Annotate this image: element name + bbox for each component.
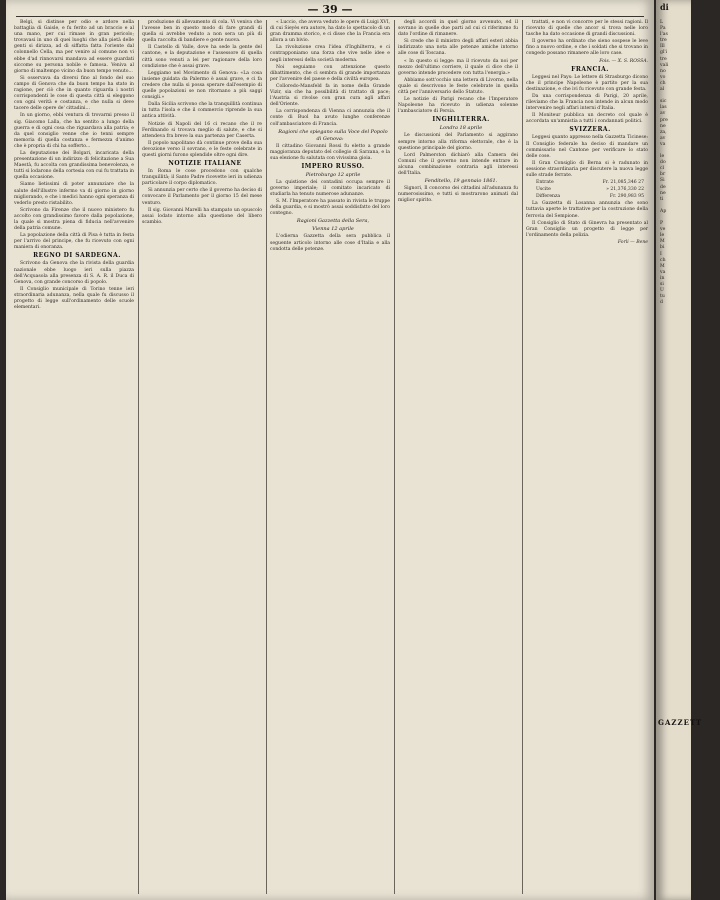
paragraph: Leggesi quanto appresso nella Gazzetta Ticinese: Il Consiglio federale ha deciso di mandare un commissario nel Cantone per verificare lo stato delle cose. (526, 135, 648, 159)
paragraph: Belgi, si distinse per odio e ardore nella battaglia di Gaisle, e fu ferito ad un braccio e al una mano, per cui rimase in gran pericolo; trovavasi in uno di quei luoghi che alla pietà delle genti si dirizza, ad di siffatta fatta l'oriente dal colonnello Cella, ma per venire al comune non vi ebbe d'ad rinnovarsi mandava ad essere guardati siccome su persona nobile e famosa. Veniva al giorno di maltempo vicino da buon tempo venuto... (14, 20, 134, 74)
paragraph: S. M. l'Imperatore ha passato in rivista le truppe della guardia, e si mostrò assai soddisfatto del loro contegno. (270, 199, 390, 217)
figure-label: Uscite (536, 187, 551, 193)
paragraph: La Gazzetta di Losanna annunzia che sono tuttavia aperte le trattative per la costruzione della ferrovia del Sempione. (526, 201, 648, 219)
paragraph: Colloredo-Mansfeld fa in nome della Grande Vizir, sia che ha possibilità di trattato di pace; l'Austria si rivolse con gran cura agli affari dell'Oriente. (270, 83, 390, 108)
paragraph: La popolazione della città di Pisa è tutta in festa per l'arrivo del principe, che fu ricevuto con ogni maniera di onoranza. (14, 233, 134, 251)
paragraph: Siamo lietissimi di poter annunziare che la salute dell'illustre infermo va di giorno in giorno migliorando, e che i medici hanno ogni speranza di vederlo presto ristabilito. (14, 182, 134, 206)
paragraph: L'odierna Gazzetta della sera pubblica il seguente articolo intorno alle cose d'Italia e alla condotta delle potenze. (270, 234, 390, 252)
paragraph: Le discussioni del Parlamento si aggirano sempre intorno alla riforma elettorale, che è la questione principale del giorno. (398, 133, 518, 151)
newspaper-page (6, 0, 654, 900)
section-heading: NOTIZIE ITALIANE (168, 160, 242, 168)
column-divider (522, 20, 523, 894)
paragraph: In un giorno, ebbi ventura di trovarmi presso il sig. Giacomo Lalla, che ha sentito a lungo della guerra e di ogni cosa che riguardava alla patria; e da quel consiglio venne che io tenni sempre memoria di quella costanza e fermezza d'animo che è propria di chi ha sofferto... (14, 113, 134, 149)
paragraph: Il cittadino Giovanni Rossi fu eletto a grande maggioranza deputato del collegio di Sarzana, e la sua elezione fu salutata con vivissima gioia. (270, 143, 390, 161)
column-4 (398, 20, 518, 896)
paragraph: La quistione dei contadini occupa sempre il governo imperiale; il comitato incaricato di studiarla ha tenuto numerose adunanze. (270, 179, 390, 198)
figure-value: Fr. 290,983 95 (609, 194, 644, 200)
paragraph: Lord Palmerston dichiarò alla Camera dei Comuni che il governo non intende entrare in alcuna combinazione contraria agli interessi dell'Italia. (398, 152, 518, 176)
column-3 (270, 20, 390, 896)
section-heading: IMPERO RUSSO. (301, 162, 365, 170)
adjacent-page-text: L Pa l'as tre Ill gl'i tre vali no vo ch al sic las av pre ne za, av va le do cl br Si de ne ti Ap P ve le M bi I ch M va in si U tu d (660, 20, 669, 306)
figure-row (526, 194, 648, 200)
section-heading: INGHILTERRA. (432, 116, 490, 124)
paragraph: « Luccio, che aveva veduto le opere di Luigi XVI, di cui Sieyès era autore, ha dato lo spettacolo di un gran dramma storico, e ci disse che la Francia era allora a un bivio. (270, 20, 390, 44)
paragraph: degli accordi in quel giorno avvenuto, ed il sovrano in quelle due parti ad cui ci riferimmo fu dato l'ordine di rimanere. (398, 20, 518, 38)
paragraph: Scrivono da Firenze che il nuovo ministero fu accolto con grandissimo favore dalla popolazione, la quale si mostra piena di fiducia nell'avvenire della patria comune. (14, 207, 134, 232)
paragraph: Si osservava da diversi fino al fondo del suo campo di Genova che da buon tempo ha stato in ragione, per ciò che in quanto riguarda i nostri corrispondenti le cose di questa città si eleggono con ogni verità e costanza, e che nulla si deve tacere delle opere de' cittadini... (14, 75, 134, 112)
header-rule (16, 16, 644, 17)
column-divider (266, 20, 267, 894)
paragraph: Leggiamo nel Movimento di Genova: «La cosa insieme guidata da Palermo è assai grave, e ci fa credere che nulla si possa sperare dall'esempio di quelle popolazioni se non ritornano a più saggi consigli.» (142, 70, 262, 101)
figure-label: Differenza (536, 194, 561, 200)
paragraph: « In questo si legge: ma il ricevuto da noi per mezzo dell'ultimo corriere, il quale ci dice che il governo intende procedere con tutta l'energia.» (398, 58, 518, 76)
dateline: Fenditello, 19 gennaio 1861. (424, 178, 498, 185)
paragraph: Il Castello di Valle, dove ha sede la gente del cantone, e la deputazione e l'assessore di quella città sono venuti a lei per ragionare della loro condizione che è assai grave. (142, 45, 262, 69)
paragraph: Il sig. Giovanni Marelli ha stampato un opuscolo assai lodato intorno alla questione del libero scambio. (142, 207, 262, 225)
paragraph: Signori, Il concorso dei cittadini all'adunanza fu numerosissimo, e tutti si mostrarono animati dal miglior spirito. (398, 186, 518, 204)
paragraph: Da una corrispondenza di Parigi, 20 aprile, rileviamo che la Francia non intende in alcun modo intervenire negli affari interni d'Italia. (526, 93, 648, 112)
paragraph: Il Consiglio municipale di Torino tenne ieri straordinaria adunanza, nella quale fu discusso il progetto di legge sull'ordinamento delle scuole elementari. (14, 286, 134, 311)
adjacent-page-heading: GAZZETT (658, 718, 703, 727)
paragraph: La corrispondenza di Vienna ci annunzia che il conte di Buol ha avuto lunghe conferenze coll'ambasciatore di Francia. (270, 109, 390, 127)
figure-value: » 21,376,330 22 (606, 187, 644, 193)
signature: Forli — Bene (617, 239, 648, 245)
signature: Fois. — X. S. ROSSA. (599, 58, 648, 64)
page-folio: — 39 — (307, 3, 353, 16)
figure-label: Entrate (536, 180, 554, 186)
figure-value: Fr. 21,085,346 27 (602, 180, 644, 186)
paragraph: La deputazione dei Bolgari, incaricata della presentazione di un indirizzo di felicitazione a Sua Maestà, fu accolta con grandissima benevolenza, e tutti si lodarono della cortesia con cui fu trattata in quella occasione. (14, 150, 134, 181)
paragraph: Il popolo napolitano dà continue prove della sua devozione verso il sovrano, e le feste celebrate in questi giorni furono splendide oltre ogni dire. (142, 140, 262, 158)
paragraph: Il Gran Consiglio di Berna si è radunato in sessione straordinaria per discutere la nuova legge sulle strade ferrate. (526, 160, 648, 178)
column-5 (526, 20, 648, 896)
paragraph: Le notizie di Parigi recano che l'Imperatore Napoleone ha ricevuto in udienza solenne l'ambasciatore di Persia. (398, 97, 518, 115)
paragraph: Abbiamo sott'occhio una lettera di Livorno, nella quale si descrivono le feste celebrate in quella città per l'anniversario dello Statuto. (398, 77, 518, 96)
dateline: Pietroburgo 12 aprile (305, 171, 361, 178)
paragraph: Leggesi nel Pays: Le lettere di Strasburgo dicono che il principe Napoleone è partito per la sua destinazione, e che ivi fu ricevuto con grande festa. (526, 74, 648, 92)
paragraph: Il Consiglio di Stato di Ginevra ha presentato al Gran Consiglio un progetto di legge per l'ordinamento della polizia. (526, 220, 648, 238)
article-intro: Ragioni Gazzetta della Sera, (296, 218, 370, 225)
paragraph: Il governo ha ordinato che sieno sospese le leve fino a nuovo ordine, e che i soldati che si trovano in congedo possano rimanere alle loro case. (526, 39, 648, 57)
section-heading: REGNO DI SARDEGNA. (33, 252, 121, 260)
article-intro: Ragioni che spiegano sulla Voce del Popolo di Genova: (278, 128, 388, 142)
paragraph: trattati, e non vi concorre per le stessi ragioni. Il ricevuto di quelle che ancor si trova nelle loro tasche ha dato occasione di grandi discussioni. (526, 20, 648, 38)
paragraph: Scrivono da Genova che la rivista della guardia nazionale ebbe luogo ieri sulla piazza dell'Acquasola alla presenza di S. A. R. il Duca di Genova, con grande concorso di popolo. (14, 261, 134, 285)
paragraph: In Roma le cose procedono con qualche tranquillità; il Santo Padre ricevette ieri in udienza particolare il corpo diplomatico. (142, 169, 262, 187)
dateline: Vienna 12 aprile (312, 226, 354, 233)
adjacent-page-folio: di (660, 2, 669, 12)
column-1 (14, 20, 134, 896)
section-heading: FRANCIA. (571, 65, 609, 73)
paragraph: produzione di allevamento di cola. Vi veniva che l'avesse ben in questo modo di fare grandi di quella si avrebbe veduto a non sera un più di quella raccolta di bandiere e gente nuova. (142, 20, 262, 44)
figure-row (526, 187, 648, 193)
paragraph: Il Moniteur pubblica un decreto col quale è accordata un'amnistia a tutti i condannati politici. (526, 113, 648, 125)
figure-row (526, 180, 648, 186)
paragraph: La rivoluzione crea l'idea d'Inghilterra, e ci contrapponiamo una forza che vive nelle idee e negli interessi della società moderna. (270, 45, 390, 63)
column-2 (142, 20, 262, 896)
paragraph: Noi seguiamo con attenzione questo dibattimento, che ci sembra di grande importanza per l'avvenire del paese e della civiltà europea. (270, 64, 390, 82)
paragraph: Dalla Sicilia scrivono che la tranquillità continua in tutta l'isola e che il commercio riprende la sua antica attività. (142, 102, 262, 120)
column-divider (394, 20, 395, 894)
section-heading: SVIZZERA. (569, 126, 611, 134)
dateline: Londra 18 aprile (439, 125, 483, 132)
paragraph: Si annunzia per certo che il governo ha deciso di convocare il Parlamento per il giorno 15 del mese venturo. (142, 188, 262, 206)
paragraph: Si crede che il ministro degli affari esteri abbia indirizzato una nota alle potenze amiche intorno alle cose di Toscana. (398, 39, 518, 57)
paragraph: Notizie di Napoli del 16 ci recano che il re Ferdinando si trovava meglio di salute, e che si attendeva fra breve la sua partenza per Caserta. (142, 121, 262, 139)
adjacent-page-strip (656, 0, 703, 900)
column-divider (138, 20, 139, 894)
